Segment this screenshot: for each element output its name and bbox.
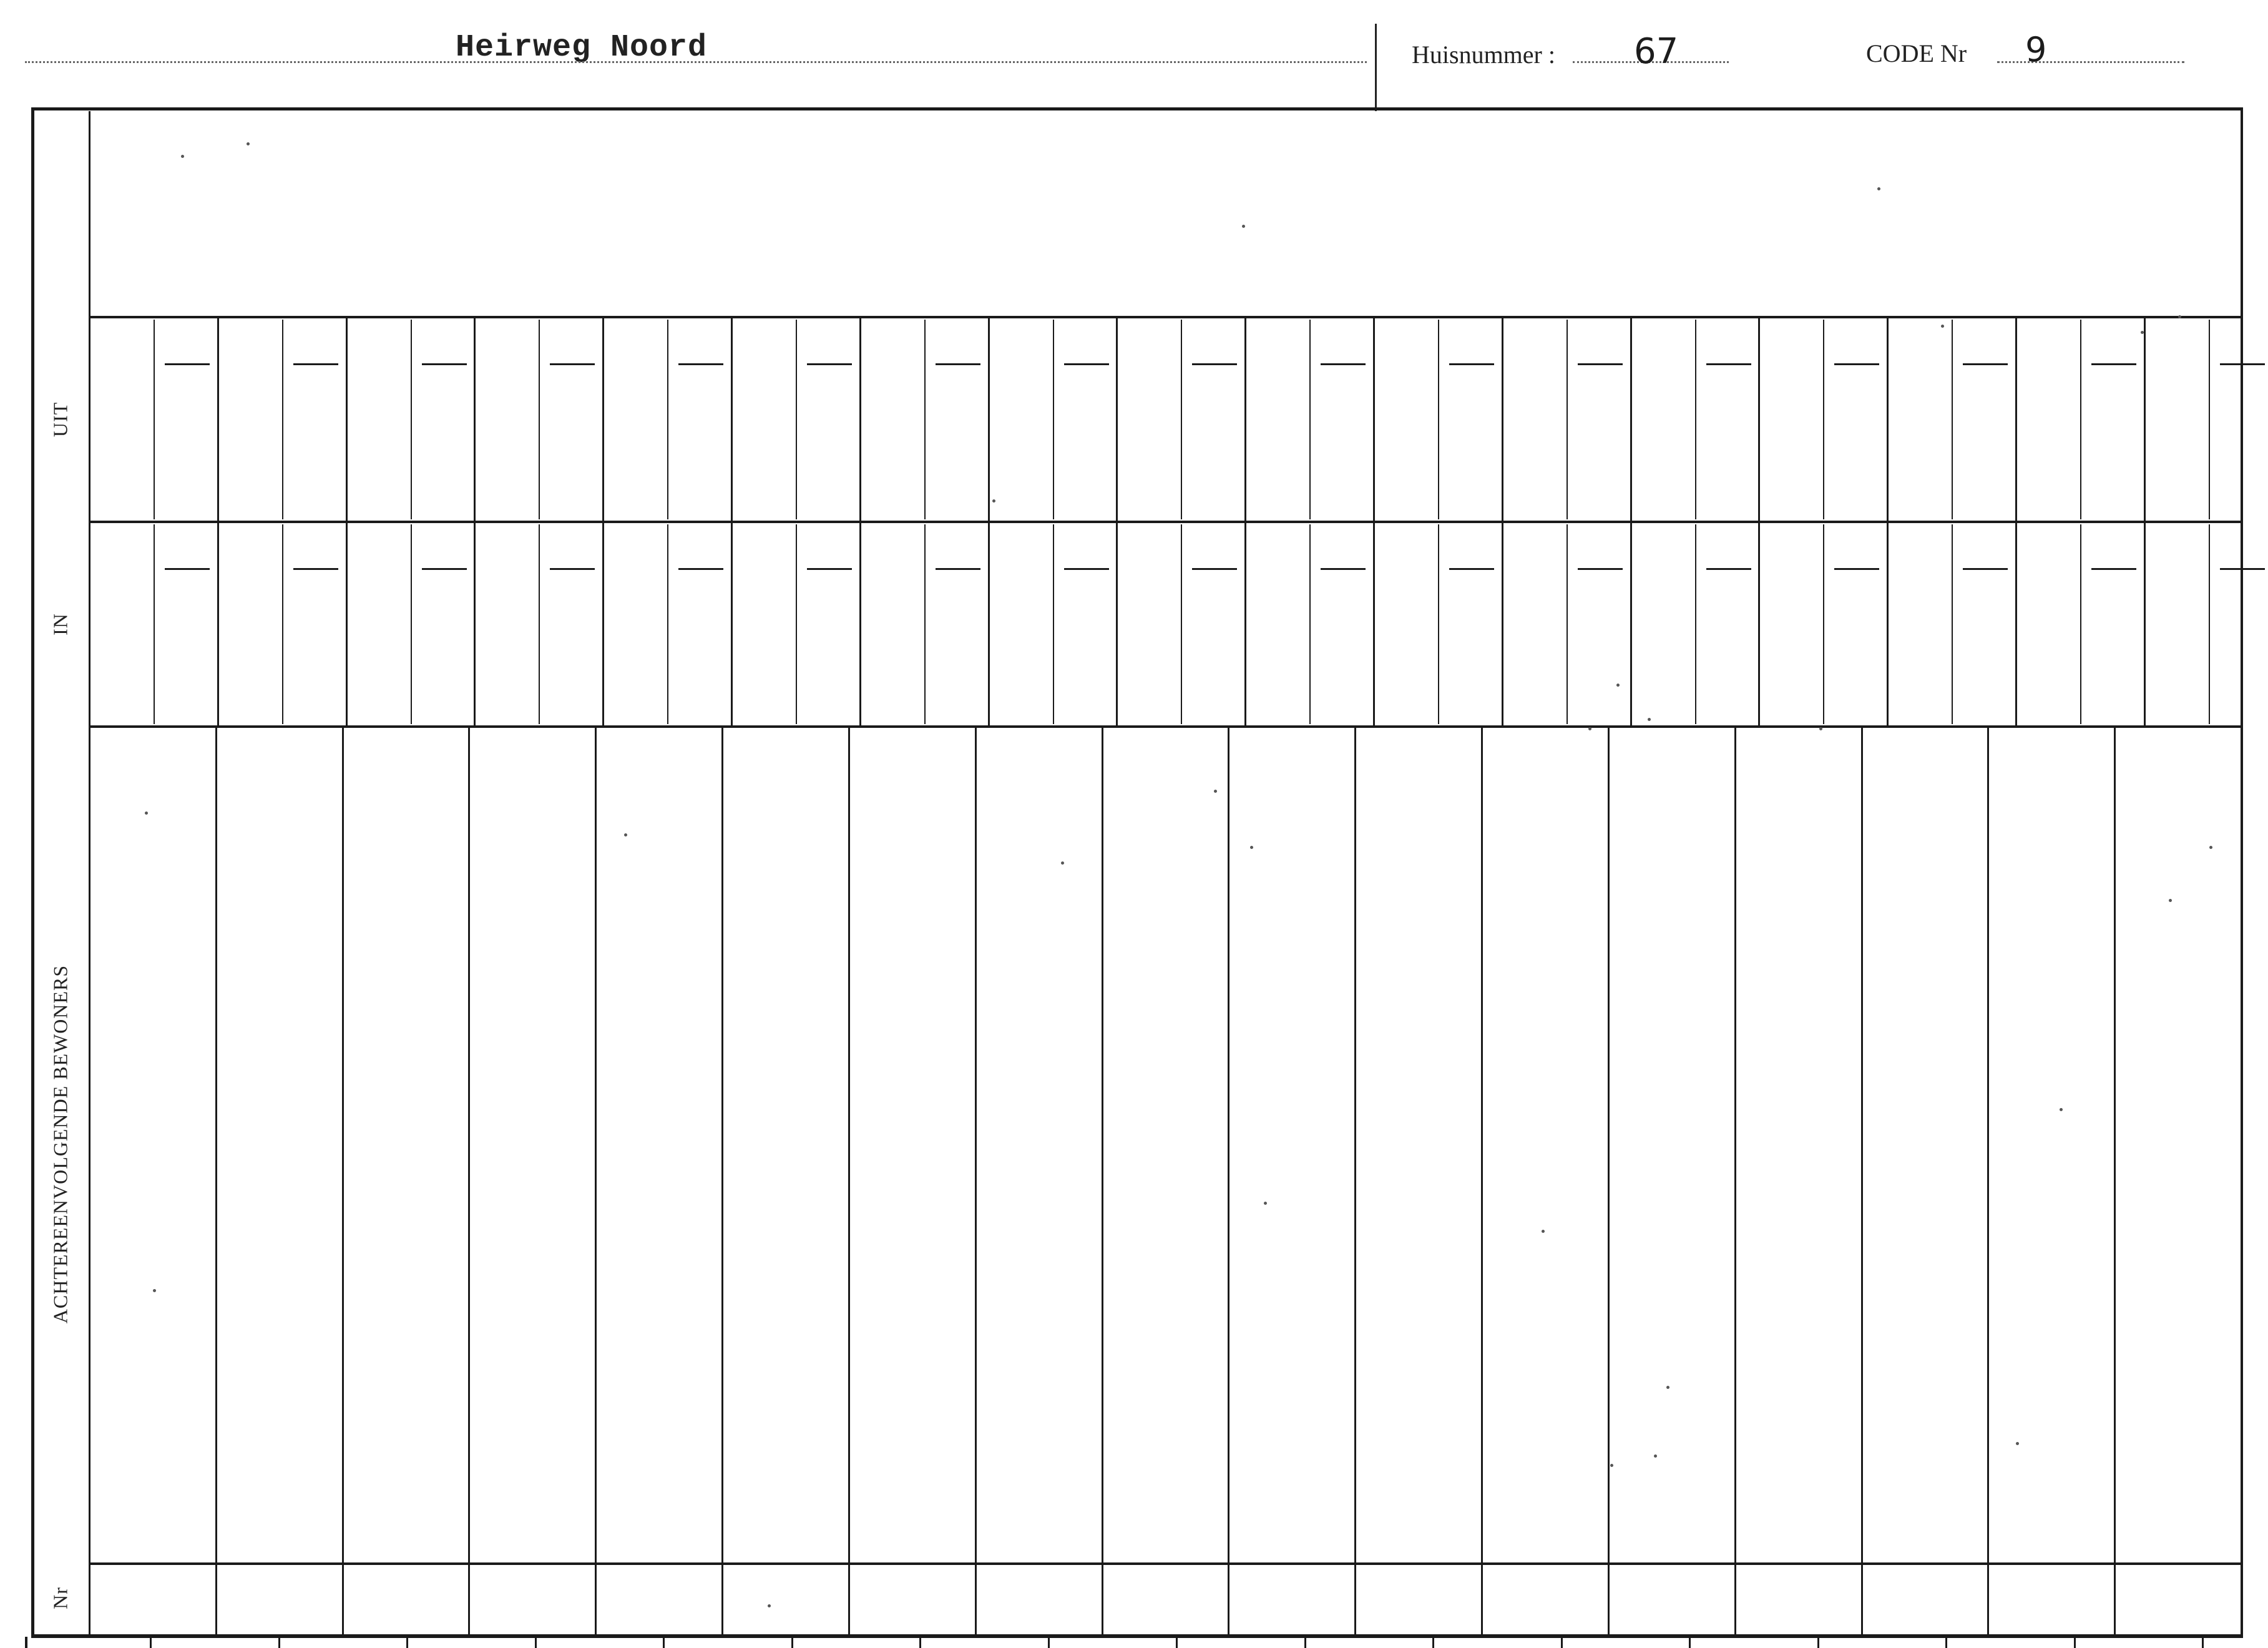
header-separator (1375, 24, 1377, 111)
resident-column-divider (2114, 728, 2116, 1634)
in-slot-border (731, 523, 733, 725)
grid-left-border (31, 107, 34, 1638)
uit-slot-border (731, 318, 733, 521)
bottom-tick (663, 1637, 665, 1648)
resident-column-divider (1102, 728, 1103, 1634)
uit-dash (1578, 363, 1623, 365)
uit-slot-border (1116, 318, 1118, 521)
uit-dash (1963, 363, 2008, 365)
in-slot-border (1373, 523, 1375, 725)
scan-speck (1214, 790, 1217, 793)
row-label-nr: Nr (49, 1587, 72, 1609)
scan-speck (1941, 325, 1944, 328)
house-number-value: 67 (1634, 31, 1679, 72)
in-dash (293, 568, 338, 570)
label-column-divider (89, 111, 90, 1634)
in-slot-divider (2080, 524, 2081, 724)
bottom-tick (1561, 1637, 1563, 1648)
bottom-tick (2202, 1637, 2204, 1648)
scan-speck (1616, 684, 1620, 687)
resident-column-divider (468, 728, 470, 1634)
bottom-tick (791, 1637, 793, 1648)
in-slot-divider (1952, 524, 1953, 724)
uit-slot-divider (1823, 320, 1824, 519)
bottom-tick (1945, 1637, 1947, 1648)
in-slot-border (1116, 523, 1118, 725)
scan-speck (1877, 187, 1880, 190)
row-label-in: IN (49, 613, 72, 635)
scan-speck (2016, 1442, 2019, 1445)
uit-slot-divider (667, 320, 668, 519)
resident-column-divider (848, 728, 850, 1634)
in-slot-border (1244, 523, 1246, 725)
grid-top-border (31, 107, 2241, 110)
uit-slot-border (859, 318, 861, 521)
resident-column-divider (1481, 728, 1483, 1634)
scan-speck (1542, 1230, 1545, 1233)
bottom-tick (406, 1637, 408, 1648)
in-slot-divider (282, 524, 283, 724)
uit-slot-border (602, 318, 604, 521)
uit-dash (2091, 363, 2136, 365)
uit-slot-border (1373, 318, 1375, 521)
bottom-tick (1432, 1637, 1434, 1648)
grid-right-border (2241, 107, 2243, 1638)
in-dash (936, 568, 980, 570)
row-divider-in-top (89, 521, 2241, 523)
uit-slot-divider (154, 320, 155, 519)
in-dash (1321, 568, 1366, 570)
uit-slot-border (346, 318, 348, 521)
scan-speck (1250, 846, 1253, 849)
bottom-tick (535, 1637, 537, 1648)
street-name: Heirweg Noord (456, 30, 708, 66)
scan-speck (624, 833, 627, 836)
bottom-tick (1048, 1637, 1050, 1648)
scan-speck (1588, 727, 1591, 730)
scan-speck (2169, 899, 2172, 902)
resident-column-divider (1734, 728, 1736, 1634)
scan-speck (2060, 1108, 2063, 1111)
in-dash (2220, 568, 2265, 570)
scan-speck (1242, 225, 1245, 228)
code-number-label: CODE Nr (1866, 39, 1967, 67)
scan-speck (2141, 331, 2144, 334)
in-dash (1834, 568, 1879, 570)
scan-speck (1264, 1202, 1267, 1205)
uit-dash (550, 363, 595, 365)
uit-slot-border (474, 318, 476, 521)
scan-speck (1648, 718, 1651, 721)
uit-dash (1449, 363, 1494, 365)
in-slot-divider (1695, 524, 1696, 724)
scan-speck (768, 1604, 771, 1607)
in-slot-border (217, 523, 219, 725)
in-slot-divider (1823, 524, 1824, 724)
uit-slot-border (2144, 318, 2146, 521)
in-dash (1449, 568, 1494, 570)
uit-dash (1064, 363, 1109, 365)
uit-dash (678, 363, 723, 365)
resident-column-divider (342, 728, 344, 1634)
scan-speck (145, 812, 148, 815)
uit-dash (1706, 363, 1751, 365)
scan-speck (1610, 1464, 1613, 1467)
uit-slot-divider (1438, 320, 1439, 519)
bottom-tick (150, 1637, 152, 1648)
uit-dash (293, 363, 338, 365)
uit-slot-divider (1309, 320, 1311, 519)
uit-slot-border (2015, 318, 2017, 521)
in-slot-border (988, 523, 990, 725)
in-slot-divider (2209, 524, 2210, 724)
resident-column-divider (1354, 728, 1356, 1634)
in-slot-divider (1309, 524, 1311, 724)
row-label-uit: UIT (49, 401, 72, 438)
uit-slot-border (1630, 318, 1632, 521)
in-slot-border (859, 523, 861, 725)
scan-speck (153, 1289, 156, 1292)
in-dash (2091, 568, 2136, 570)
bottom-tick (1817, 1637, 1819, 1648)
scan-speck (181, 155, 184, 158)
uit-dash (1834, 363, 1879, 365)
row-divider-nr-top (89, 1562, 2241, 1565)
uit-slot-border (217, 318, 219, 521)
uit-slot-border (1887, 318, 1889, 521)
resident-column-divider (1608, 728, 1610, 1634)
scan-speck (992, 499, 995, 503)
uit-slot-border (1502, 318, 1503, 521)
in-dash (550, 568, 595, 570)
uit-slot-divider (924, 320, 926, 519)
in-slot-divider (1567, 524, 1568, 724)
uit-dash (422, 363, 467, 365)
uit-slot-divider (1053, 320, 1054, 519)
in-dash (1192, 568, 1237, 570)
uit-slot-border (988, 318, 990, 521)
uit-dash (1192, 363, 1237, 365)
in-slot-border (1758, 523, 1760, 725)
grid-bottom-border (31, 1634, 2241, 1638)
uit-slot-divider (539, 320, 540, 519)
uit-dash (1321, 363, 1366, 365)
in-slot-border (1887, 523, 1889, 725)
uit-slot-border (1758, 318, 1760, 521)
in-dash (1963, 568, 2008, 570)
in-slot-border (2144, 523, 2146, 725)
in-dash (678, 568, 723, 570)
bottom-tick (1304, 1637, 1306, 1648)
bottom-tick (25, 1637, 27, 1648)
in-slot-divider (796, 524, 797, 724)
scan-speck (2178, 315, 2181, 318)
in-slot-border (346, 523, 348, 725)
uit-slot-border (1244, 318, 1246, 521)
in-dash (1706, 568, 1751, 570)
row-divider-residents-top (89, 725, 2241, 728)
bottom-tick (2074, 1637, 2076, 1648)
in-dash (807, 568, 852, 570)
uit-slot-divider (2080, 320, 2081, 519)
uit-slot-divider (2209, 320, 2210, 519)
in-slot-divider (1181, 524, 1182, 724)
bottom-tick (1176, 1637, 1178, 1648)
in-slot-border (2015, 523, 2017, 725)
uit-slot-divider (1181, 320, 1182, 519)
in-slot-divider (924, 524, 926, 724)
resident-column-divider (1228, 728, 1229, 1634)
in-dash (165, 568, 210, 570)
uit-dash (936, 363, 980, 365)
scan-speck (1061, 861, 1064, 865)
in-slot-border (1630, 523, 1632, 725)
bottom-tick (1689, 1637, 1691, 1648)
scan-speck (2209, 846, 2212, 849)
in-dash (1064, 568, 1109, 570)
scan-speck (247, 142, 250, 145)
scan-speck (1654, 1454, 1657, 1458)
in-slot-divider (411, 524, 412, 724)
resident-column-divider (595, 728, 597, 1634)
uit-slot-divider (1695, 320, 1696, 519)
in-slot-border (1502, 523, 1503, 725)
resident-column-divider (1987, 728, 1989, 1634)
uit-slot-divider (282, 320, 283, 519)
uit-slot-divider (1567, 320, 1568, 519)
house-number-label: Huisnummer : (1412, 41, 1555, 69)
in-slot-border (602, 523, 604, 725)
uit-slot-divider (411, 320, 412, 519)
resident-column-divider (721, 728, 723, 1634)
code-number-value: 9 (2025, 30, 2047, 69)
uit-dash (165, 363, 210, 365)
bottom-tick (278, 1637, 280, 1648)
resident-column-divider (215, 728, 217, 1634)
uit-dash (2220, 363, 2265, 365)
row-label-residents: ACHTEREENVOLGENDE BEWONERS (49, 964, 72, 1324)
street-dotted-line (25, 61, 1367, 63)
in-slot-divider (539, 524, 540, 724)
uit-dash (807, 363, 852, 365)
scan-speck (1666, 1386, 1669, 1389)
bottom-tick (919, 1637, 921, 1648)
row-divider-uit-top (89, 316, 2241, 318)
in-slot-divider (667, 524, 668, 724)
in-slot-border (474, 523, 476, 725)
in-dash (1578, 568, 1623, 570)
in-dash (422, 568, 467, 570)
in-slot-divider (1438, 524, 1439, 724)
in-slot-divider (154, 524, 155, 724)
scan-speck (1819, 727, 1822, 730)
in-slot-divider (1053, 524, 1054, 724)
resident-column-divider (1861, 728, 1863, 1634)
resident-column-divider (975, 728, 977, 1634)
uit-slot-divider (796, 320, 797, 519)
uit-slot-divider (1952, 320, 1953, 519)
